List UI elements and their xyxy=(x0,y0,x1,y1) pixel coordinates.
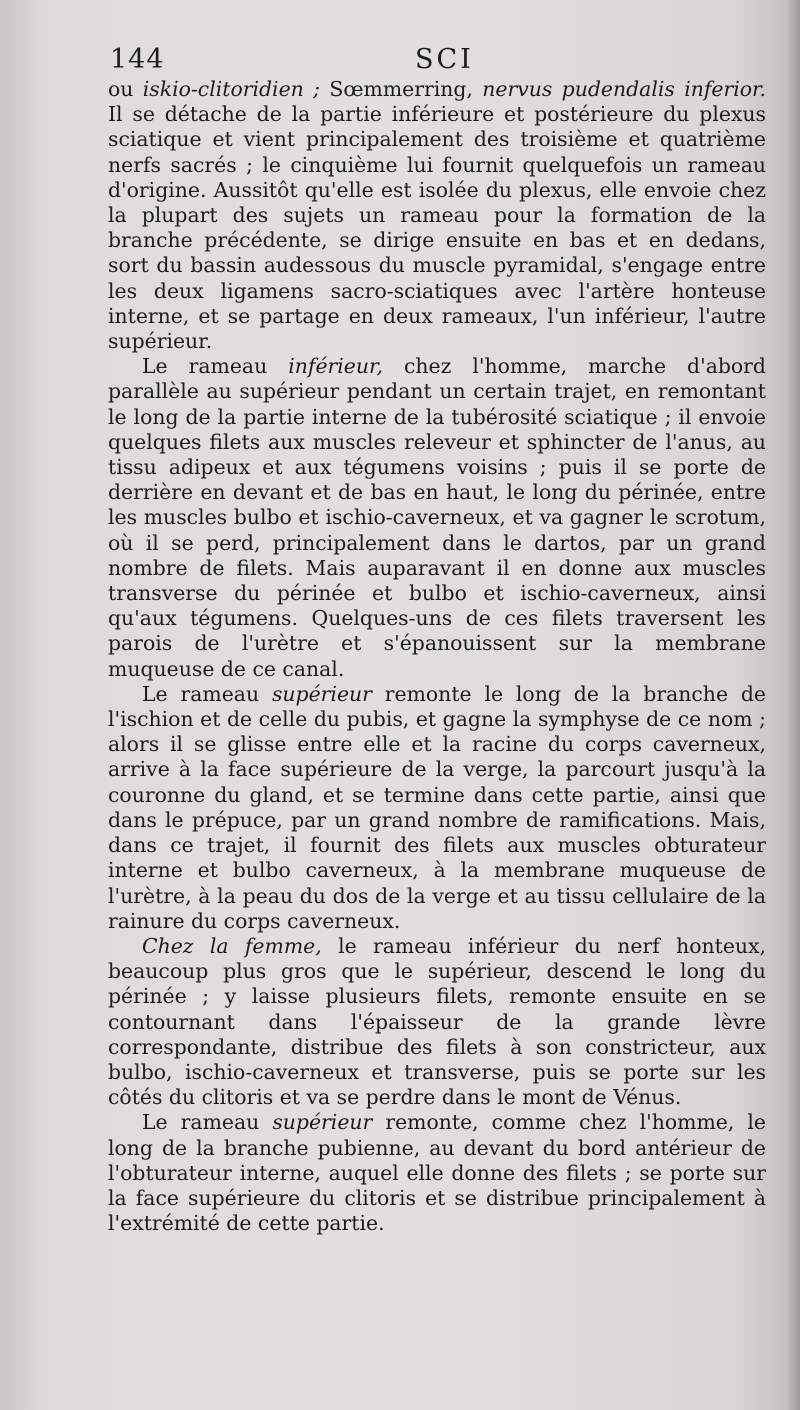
text-segment: ou xyxy=(108,77,143,101)
page-number: 144 xyxy=(110,44,165,75)
text-segment-italic: iskio-clitoridien ; xyxy=(142,77,320,101)
text-segment: chez l'homme, marche d'abord parallèle au supérieur pendant un certain trajet, en remontant le long de la partie interne de la tubérosité sciatique ; il envoie quelques filets aux muscles releveur et sphincter de l'anus, au tissu adipeux et aux tégumens voisins ; puis il se porte de derrière en devant et de bas en haut, le long du périnée, entre les muscles bulbo et ischio-caverneux, et va gagner le scrotum, où il se perd, principalement dans le dartos, par un grand nombre de filets. Mais auparavant il en donne aux muscles transverse du périnée et bulbo et ischio-caverneux, ainsi qu'aux tégumens. Quelques-uns de ces filets traversent les parois de l'urètre et s'épanouissent sur la membrane muqueuse de ce canal. xyxy=(108,354,766,681)
text-segment-italic: nervus pudendalis inferior. xyxy=(482,77,766,101)
running-head: SCI xyxy=(415,44,474,75)
text-segment: Sœmmerring, xyxy=(320,77,483,101)
text-segment: remonte le long de la branche de l'ischion et de celle du pubis, et gagne la symphyse de ce nom ; alors il se glisse entre elle et la racine du corps caverneux, arrive à la face supérieure de la verge, la parcourt jusqu'à la couronne du gland, et se termine dans cette partie, ainsi que dans le prépuce, par un grand nombre de ramifications. Mais, dans ce trajet, il fournit des filets aux muscles obturateur interne et bulbo caverneux, à la membrane muqueuse de l'urètre, à la peau du dos de la verge et au tissu cellulaire de la rainure du corps caverneux. xyxy=(108,681,767,933)
text-segment: Le rameau xyxy=(142,681,272,706)
page-header xyxy=(110,44,760,80)
text-segment-italic: Chez la femme, xyxy=(142,933,322,958)
paragraph-2 xyxy=(108,354,766,682)
paragraph-3 xyxy=(108,682,766,934)
text-segment: le rameau inférieur du nerf honteux, beaucoup plus gros que le supérieur, descend le long du périnée ; y laisse plusieurs filets, remonte ensuite en se contournant dans l'épaisseur de la grande lèvre correspondante, distribue des filets à son constricteur, aux bulbo, ischio-caverneux et transverse, puis se porte sur les côtés du clitoris et va se perdre dans le mont de Vénus. xyxy=(108,933,766,1110)
text-segment-italic: supérieur xyxy=(272,1110,373,1135)
text-segment: remonte, comme chez l'homme, le long de la branche pubienne, au devant du bord antérieur de l'obturateur interne, auquel elle donne des filets ; se porte sur la face supérieure du clitoris et se distribue principalement à l'extrémité de cette partie. xyxy=(108,1110,766,1236)
text-segment-italic: supérieur xyxy=(271,681,372,706)
text-segment-italic: inférieur, xyxy=(288,354,383,379)
body-text xyxy=(108,77,766,1236)
text-segment: Le rameau xyxy=(142,1110,273,1135)
paragraph-4 xyxy=(108,934,766,1110)
paragraph-1 xyxy=(108,77,766,354)
text-segment: Le rameau xyxy=(142,354,289,379)
text-segment: Il se détache de la partie inférieure et postérieure du plexus sciatique et vient principalement des troisième et quatrième nerfs sacrés ; le cinquième lui fournit quelquefois un rameau d'origine. Aussitôt qu'elle est isolée du plexus, elle envoie chez la plupart des sujets un rameau pour la formation de la branche précédente, se dirige ensuite en bas et en dedans, sort du bassin audessous du muscle pyramidal, s'engage entre les deux ligamens sacro-sciatiques avec l'artère honteuse interne, et se partage en deux rameaux, l'un inférieur, l'autre supérieur. xyxy=(108,102,766,354)
paragraph-5 xyxy=(108,1110,766,1236)
page-edge-shadow xyxy=(786,0,800,1410)
